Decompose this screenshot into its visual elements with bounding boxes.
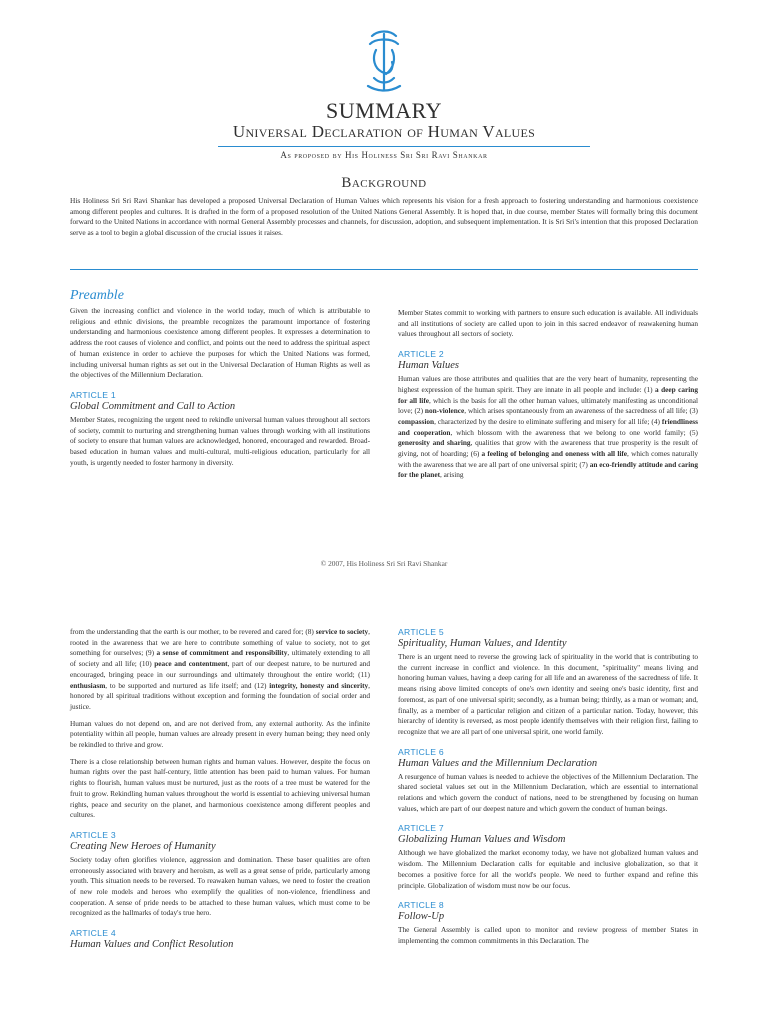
copyright-notice: © 2007, His Holiness Sri Sri Ravi Shankar	[320, 559, 448, 568]
preamble-heading: Preamble	[70, 288, 124, 303]
article-8-text: The General Assembly is called upon to monitor and review progress of member States in implementing the common commitments in this Declaration. The	[398, 925, 698, 945]
article-1-text: Member States, recognizing the urgent need to rekindle universal human values throughout all sectors of society, commit to nurturing and strengthening human values through working with all institutions of society to ensure that human values are acknowledged, honored, encouraged and rewarded. Broad-based education in human values and multi-cultural, multi-religious education, particularly for all youth, is urgently needed to foster harmony in diversity.	[70, 414, 370, 467]
education-commitment-text: Member States commit to working with partners to ensure such education is available. All individuals and all institutions of society are called upon to join in this sacred endeavor of reawakening human values throughout all sectors of society.	[398, 308, 698, 339]
document-subtitle: Universal Declaration of Human Values	[232, 122, 536, 141]
article-4-number: ARTICLE 4	[70, 928, 117, 939]
article-1-number: ARTICLE 1	[70, 389, 117, 400]
article-5-text: There is an urgent need to reverse the growing lack of spirituality in the world that is contributing to the current increase in conflict and violence. In this document, "spirituality" means living and honoring human values, having a deep caring for all life and an awareness of the sacredness of life. It means rising above limited concepts of one's own identity and seeing one's basic identity, first and foremost, as part of one universal spirit; secondly, as a human being; thirdly, as a man or woman; and, finally, as a member of a particular religion and citizen of a particular nation. Today, however, this hierarchy of identity is reversed, as most people identify themselves with their religion first, failing to recognize that we are all part of one universal spirit, one world family.	[398, 652, 698, 736]
article-2-number: ARTICLE 2	[398, 349, 445, 360]
article-1-title: Global Commitment and Call to Action	[70, 400, 236, 412]
article-7-number: ARTICLE 7	[398, 823, 445, 834]
rights-and-values-paragraph: There is a close relationship between human rights and human values. However, despite the focus on human rights over the past half-century, little attention has been paid to human values. For human rights to flourish, human values must be nurtured, just as the roots of a tree must be watered for the fruit to grow. Rekindling human values throughout the world is essential to achieving universal human rights, peace and security on the planet, and harmonious coexistence among different peoples and cultures.	[70, 756, 370, 820]
human-values-list-continued: from the understanding that the earth is our mother, to be revered and cared for; (8) service to society, rooted in the awareness that we are here to contribute something of value to society, not to get something for ourselves; (9) a sense of commitment and responsibility, ultimately extending to all of society and all life; (10) peace and contentment, part of our deepest nature, to be nurtured and encouraged, bringing peace in our surroundings and ultimately throughout the entire world; (11) enthusiasm, to be supported and nurtured as life itself; and (12) integrity, honesty and sincerity, honored by all spiritual traditions without exception and forming the foundation of social order and justice.	[70, 627, 370, 711]
article-4-title: Human Values and Conflict Resolution	[70, 939, 234, 951]
page1-right-column	[398, 308, 698, 487]
article-8-title: Follow-Up	[398, 911, 445, 923]
page1-left-column	[70, 288, 370, 474]
background-heading: Background	[341, 175, 427, 191]
article-6-text: A resurgence of human values is needed to achieve the objectives of the Millennium Declaration. The shared societal values set out in the Millennium Declaration, which are essential to international relations and which govern the conduct of nations, need to be strengthened by focusing on human values, which are part of our deepest nature and which govern the conduct of human beings.	[398, 771, 698, 813]
article-5-title: Spirituality, Human Values, and Identity	[398, 638, 567, 649]
page-title: SUMMARY	[326, 98, 442, 123]
page2-left-column	[70, 627, 370, 953]
section-divider	[70, 269, 698, 270]
page-two	[0, 625, 768, 1024]
article-3-number: ARTICLE 3	[70, 829, 117, 840]
article-7-text: Although we have globalized the market economy today, we have not globalized human values and wisdom. The Millennium Declaration calls for equitable and inclusive globalization, so that it becomes a positive force for all the world's people. We need to further expand and refine this principle. Globalization of wisdom must now be our focus.	[398, 848, 698, 890]
article-8-number: ARTICLE 8	[398, 900, 445, 911]
background-paragraph: His Holiness Sri Sri Ravi Shankar has developed a proposed Universal Declaration of Human Values which represents his vision for a fresh approach to fostering understanding and harmonious coexistence among different peoples and cultures. It is drafted in the form of a proposed resolution of the United Nations General Assembly. It is hoped that, in due course, member States will formally bring this document forward to the United Nations in accordance with normal General Assembly processes and channels, for discussion, adoption, and subsequent implementation. It is Sri Sri's intention that this proposed Declaration serve as a tool to begin a global discussion of the crucial issues it raises.	[70, 196, 698, 237]
preamble-text: Given the increasing conflict and violence in the world today, much of which is attributable to religious and ethnic divisions, the preamble recognizes the paramount importance of fostering understanding and harmonious coexistence among different peoples. It expresses a determination to address the root causes of violence and conflict, and points out the need to address the spiritual aspect of human existence in order to achieve the purposes for which the United Nations was formed, including universal human rights as set out in the Universal Declaration of Human Rights as well as the objectives of the Millennium Declaration.	[70, 306, 370, 380]
article-2-title: Human Values	[398, 360, 459, 372]
article-6-number: ARTICLE 6	[398, 746, 445, 757]
article-2-text: Human values are those attributes and qualities that are the very heart of humanity, representing the highest expression of the human spirit. They are innate in all people and include: (1) a deep caring for all life, which is the basis for all the other human values, ultimately manifesting as unconditional love; (2) non-violence, which arises spontaneously from an awareness of the sacredness of all life; (3) compassion, characterized by the desire to eliminate suffering and misery for all life; (4) friendliness and cooperation, which blossom with the awareness that we belong to one world family; (5) generosity and sharing, qualities that grow with the awareness that true prosperity is the result of giving, not of hoarding; (6) a feeling of belonging and oneness with all life, which comes naturally with the awareness that we are all part of one universal spirit; (7) an eco-friendly attitude and caring for the planet, arising	[398, 374, 699, 480]
external-authority-paragraph: Human values do not depend on, and are not derived from, any external authority. As the infinite potentiality within all people, human values are already present in every human being; they need only be rekindled to thrive and grow.	[70, 718, 370, 750]
article-5-number: ARTICLE 5	[398, 627, 445, 637]
author-line: As proposed by His Holiness Sri Sri Ravi Shankar	[280, 150, 488, 160]
article-3-text: Society today often glorifies violence, aggression and domination. These baser qualities are often erroneously associated with bravery and heroism, as well as a great sense of pride, particularly among youth. This situation needs to be reversed. To reawaken human values, we need to foster the creation of new role models and heroes who exemplify the qualities of non-violence, friendliness and cooperation. A sense of pride needs to be attached to these human values, which must come to be recognized as the hallmarks of today's true hero.	[70, 854, 370, 918]
art-of-living-logo-icon	[362, 28, 406, 94]
article-7-title: Globalizing Human Values and Wisdom	[398, 834, 566, 846]
page2-right-column	[398, 625, 698, 953]
title-divider	[218, 146, 590, 147]
article-3-title: Creating New Heroes of Humanity	[70, 840, 216, 852]
article-6-title: Human Values and the Millennium Declaration	[398, 757, 598, 769]
page-gap	[0, 585, 768, 625]
